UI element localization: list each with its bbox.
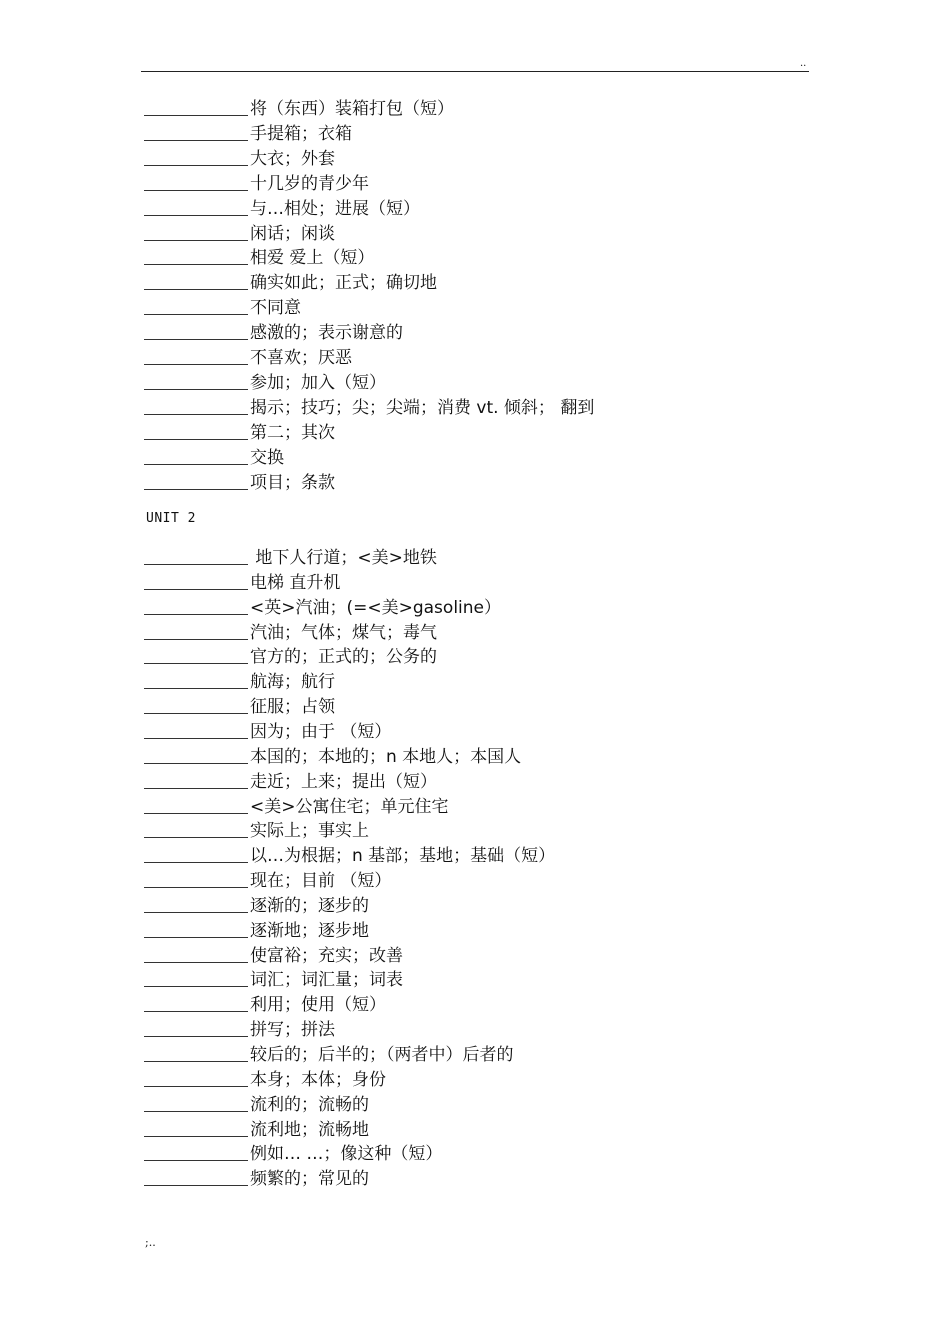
vocab-entry — [144, 222, 335, 246]
answer-blank[interactable] — [144, 1118, 248, 1137]
answer-blank[interactable] — [144, 1068, 248, 1087]
answer-blank[interactable] — [144, 745, 248, 764]
vocab-entry — [144, 968, 403, 992]
header-rule — [141, 71, 809, 72]
vocab-entry — [144, 172, 369, 196]
entry-meaning: 拼写；拼法 — [250, 1020, 335, 1041]
vocab-entry — [144, 147, 335, 171]
entry-meaning: 交换 — [250, 447, 284, 468]
answer-blank[interactable] — [144, 396, 248, 415]
footer-mark: ;.. — [145, 1236, 156, 1249]
entry-meaning: 逐渐的；逐步的 — [250, 895, 369, 916]
entry-meaning: 感激的；表示谢意的 — [250, 323, 403, 344]
vocab-entry — [144, 1018, 335, 1042]
vocab-entry — [144, 745, 521, 769]
answer-blank[interactable] — [144, 1018, 248, 1037]
entry-meaning: 较后的；后半的；（两者中）后者的 — [250, 1045, 514, 1065]
vocab-entry — [144, 446, 284, 470]
vocab-entry — [144, 869, 391, 893]
answer-blank[interactable] — [144, 546, 248, 565]
entry-meaning: 汽油；气体；煤气；毒气 — [250, 622, 437, 643]
answer-blank[interactable] — [144, 621, 248, 640]
entry-meaning: 利用；使用（短） — [250, 995, 386, 1016]
answer-blank[interactable] — [144, 446, 248, 465]
entry-meaning: 因为；由于 （短） — [250, 721, 392, 742]
entry-meaning: 流利的；流畅的 — [250, 1094, 369, 1115]
vocab-entry — [144, 695, 335, 719]
vocab-entry — [144, 819, 369, 843]
answer-blank[interactable] — [144, 596, 248, 615]
entry-meaning: 逐渐地；逐步地 — [250, 920, 369, 941]
entry-meaning: 本国的；本地的；n 本地人；本国人 — [250, 746, 522, 767]
answer-blank[interactable] — [144, 1167, 248, 1186]
vocab-entry — [144, 346, 352, 370]
vocab-entry — [144, 1068, 386, 1092]
answer-blank[interactable] — [144, 795, 248, 814]
entry-meaning: 将（东西）装箱打包（短） — [250, 99, 454, 119]
answer-blank[interactable] — [144, 894, 248, 913]
answer-blank[interactable] — [144, 645, 248, 664]
entry-meaning: 以…为根据；n 基部；基地；基础（短） — [250, 846, 556, 867]
entry-meaning: 相爱 爱上（短） — [250, 248, 375, 269]
entry-meaning: 地下人行道；<美>地铁 — [250, 548, 437, 568]
vocab-entry — [144, 944, 403, 968]
vocab-entry — [144, 197, 420, 221]
answer-blank[interactable] — [144, 321, 248, 340]
entry-meaning: 与…相处；进展（短） — [250, 198, 420, 219]
vocab-entry — [144, 670, 335, 694]
vocab-entry — [144, 571, 340, 595]
entry-meaning: 确实如此；正式；确切地 — [250, 273, 437, 294]
entry-meaning: 航海；航行 — [250, 672, 335, 693]
answer-blank[interactable] — [144, 197, 248, 216]
unit-title: UNIT 2 — [146, 511, 196, 526]
answer-blank[interactable] — [144, 670, 248, 689]
vocab-entry — [144, 621, 437, 645]
entry-meaning: 使富裕；充实；改善 — [250, 945, 403, 966]
entry-meaning: <英>汽油；(=<美>gasoline） — [250, 597, 501, 618]
entry-meaning: 本身；本体；身份 — [250, 1069, 386, 1090]
vocab-entry — [144, 421, 335, 445]
entry-meaning: 词汇；词汇量；词表 — [250, 970, 403, 991]
entry-meaning: 电梯 直升机 — [250, 572, 341, 593]
vocab-entry — [144, 1142, 442, 1166]
answer-blank[interactable] — [144, 993, 248, 1012]
answer-blank[interactable] — [144, 1043, 248, 1062]
header-mark: .. — [800, 58, 807, 69]
answer-blank[interactable] — [144, 844, 248, 863]
answer-blank[interactable] — [144, 122, 248, 141]
answer-blank[interactable] — [144, 944, 248, 963]
entry-meaning: 频繁的；常见的 — [250, 1169, 369, 1190]
entry-meaning: 实际上；事实上 — [250, 821, 369, 842]
entry-meaning: 不喜欢；厌恶 — [250, 348, 352, 368]
vocab-entry — [144, 122, 352, 146]
answer-blank[interactable] — [144, 919, 248, 938]
answer-blank[interactable] — [144, 968, 248, 987]
answer-blank[interactable] — [144, 1142, 248, 1161]
vocab-entry — [144, 271, 437, 295]
entry-meaning: 流利地；流畅地 — [250, 1119, 369, 1140]
vocab-entry — [144, 720, 391, 744]
entry-meaning: 第二；其次 — [250, 422, 335, 443]
entry-meaning: 手提箱；衣箱 — [250, 123, 352, 144]
vocab-entry — [144, 371, 386, 395]
entry-meaning: 官方的；正式的；公务的 — [250, 647, 437, 668]
vocab-entry — [144, 321, 403, 345]
vocab-entry — [144, 1043, 514, 1067]
answer-blank[interactable] — [144, 1093, 248, 1112]
entry-meaning: 现在；目前 （短） — [250, 871, 392, 892]
entry-meaning: 揭示；技巧；尖；尖端；消费 vt. 倾斜； 翻到 — [250, 397, 595, 418]
answer-blank[interactable] — [144, 147, 248, 166]
entry-meaning: 不同意 — [250, 298, 301, 319]
vocab-entry — [144, 993, 386, 1017]
answer-blank[interactable] — [144, 770, 248, 789]
entry-meaning: <美>公寓住宅；单元住宅 — [250, 796, 449, 817]
vocab-entry — [144, 844, 555, 868]
entry-meaning: 十几岁的青少年 — [250, 173, 369, 194]
entry-meaning: 例如… …；像这种（短） — [250, 1144, 443, 1165]
vocab-entry — [144, 97, 454, 121]
vocab-entry — [144, 1093, 369, 1117]
vocab-entry — [144, 1118, 369, 1142]
entry-meaning: 项目；条款 — [250, 472, 335, 493]
answer-blank[interactable] — [144, 421, 248, 440]
vocab-entry — [144, 1167, 369, 1191]
vocab-entry — [144, 396, 594, 420]
answer-blank[interactable] — [144, 720, 248, 739]
answer-blank[interactable] — [144, 172, 248, 191]
vocab-entry — [144, 919, 369, 943]
answer-blank[interactable] — [144, 695, 248, 714]
answer-blank[interactable] — [144, 571, 248, 590]
answer-blank[interactable] — [144, 346, 248, 365]
vocab-entry — [144, 546, 437, 570]
entry-meaning: 征服；占领 — [250, 697, 335, 718]
answer-blank[interactable] — [144, 222, 248, 241]
entry-meaning: 走近；上来；提出（短） — [250, 771, 437, 792]
vocab-entry — [144, 894, 369, 918]
vocab-entry — [144, 795, 449, 819]
vocab-entry — [144, 770, 437, 794]
answer-blank[interactable] — [144, 371, 248, 390]
vocab-entry — [144, 645, 437, 669]
answer-blank[interactable] — [144, 271, 248, 290]
entry-meaning: 大衣；外套 — [250, 148, 335, 169]
answer-blank[interactable] — [144, 97, 248, 116]
answer-blank[interactable] — [144, 296, 248, 315]
answer-blank[interactable] — [144, 246, 248, 265]
answer-blank[interactable] — [144, 471, 248, 490]
entry-meaning: 闲话；闲谈 — [250, 223, 335, 244]
vocab-entry — [144, 296, 301, 320]
entry-meaning: 参加；加入（短） — [250, 372, 386, 393]
vocab-entry — [144, 596, 501, 620]
vocab-entry — [144, 246, 374, 270]
answer-blank[interactable] — [144, 819, 248, 838]
answer-blank[interactable] — [144, 869, 248, 888]
vocab-entry — [144, 471, 335, 495]
